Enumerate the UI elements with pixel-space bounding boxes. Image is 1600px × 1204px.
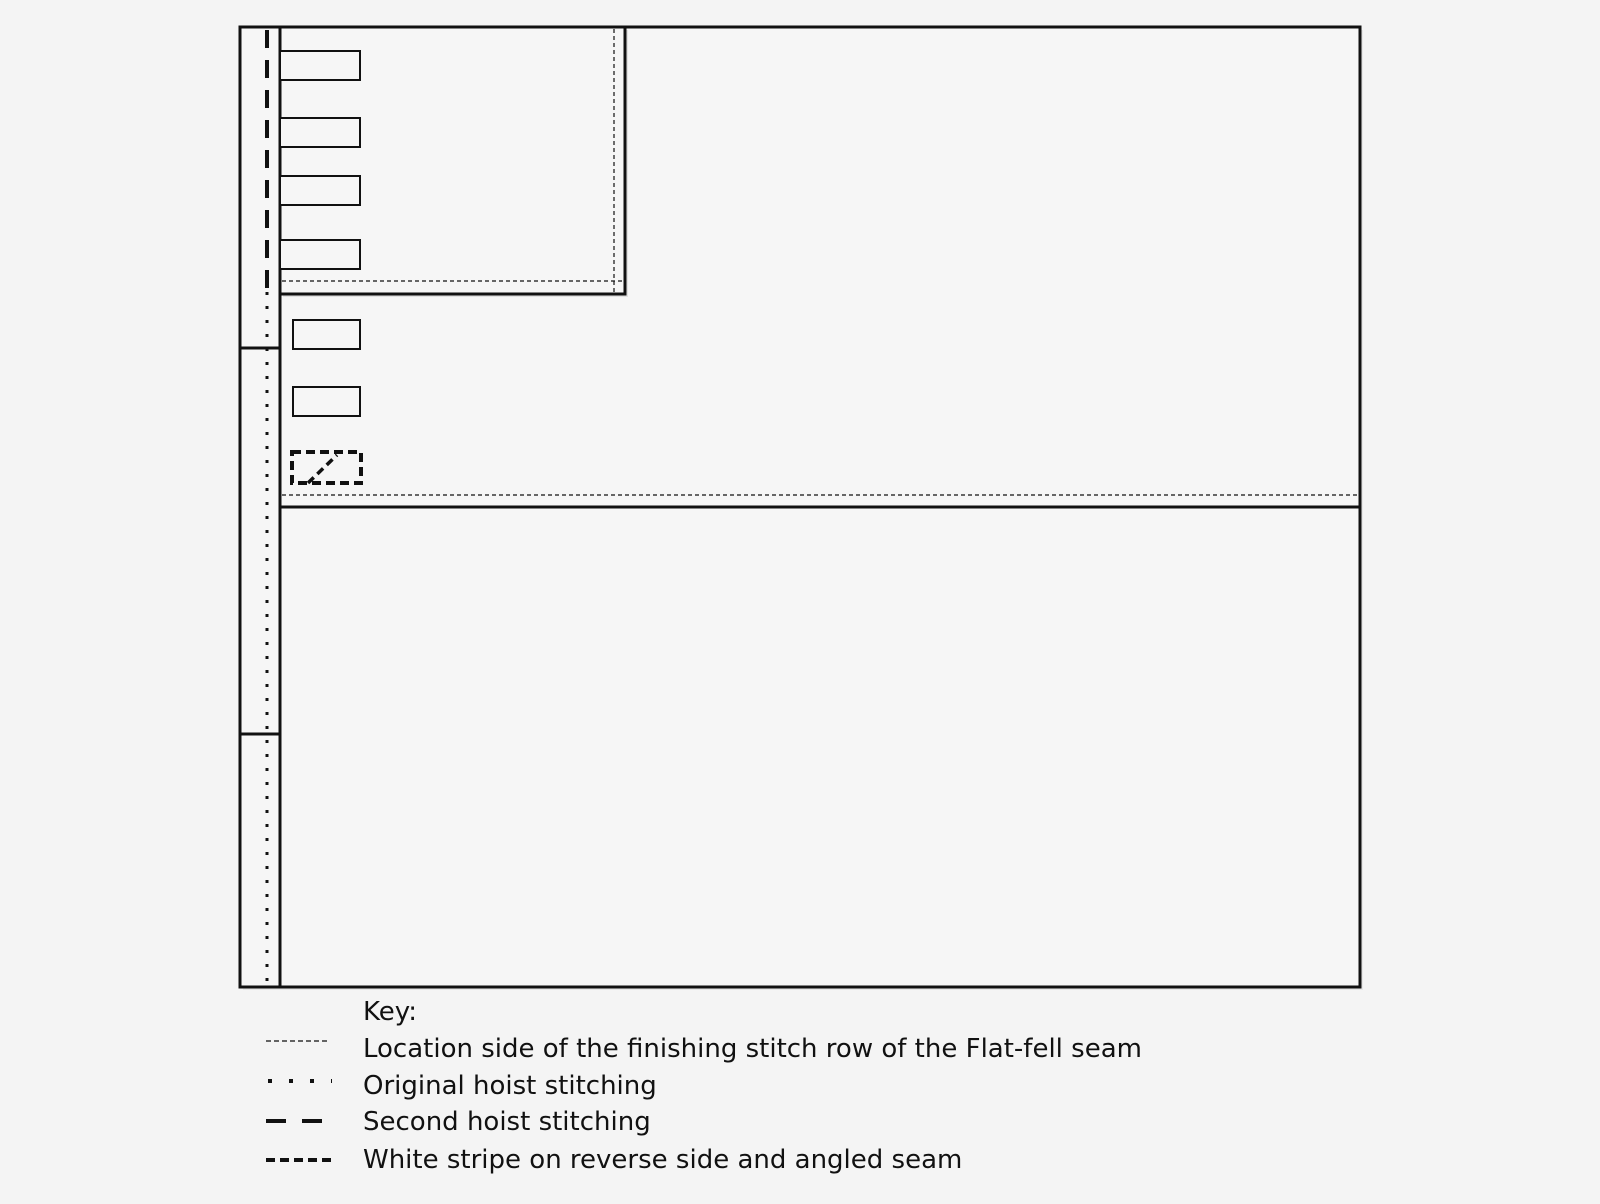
tab-rect-1 [280, 51, 360, 80]
key-item-label: Second hoist stitching [363, 1107, 651, 1137]
tab-rect-5 [293, 320, 360, 349]
tab-rect-2 [280, 118, 360, 147]
key-item-label: White stripe on reverse side and angled seam [363, 1145, 963, 1175]
key-item-label: Original hoist stitching [363, 1071, 657, 1101]
key-title: Key: [363, 997, 418, 1027]
tab-rect-4 [280, 240, 360, 269]
key-item-label: Location side of the finishing stitch row of the Flat-fell seam [363, 1034, 1142, 1064]
tab-rect-6 [293, 387, 360, 416]
tab-rect-3 [280, 176, 360, 205]
